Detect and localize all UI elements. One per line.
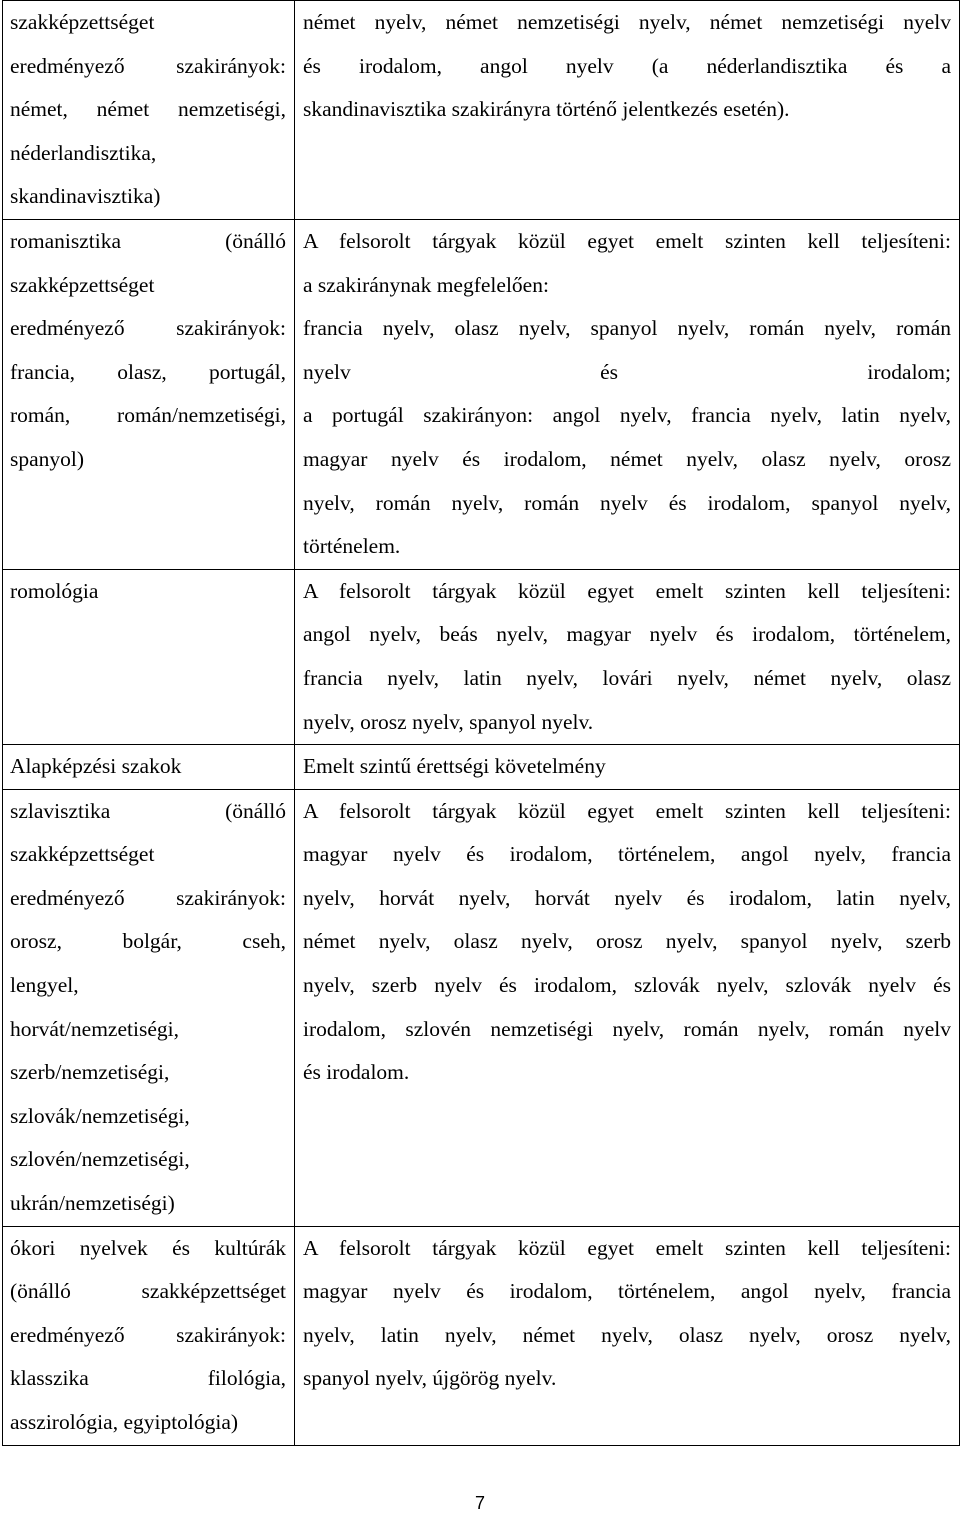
text-line: történelem. bbox=[303, 534, 401, 559]
text-line: klasszika filológia, bbox=[10, 1366, 286, 1391]
text-line: nyelv, latin nyelv, német nyelv, olasz nyelv, orosz nyelv, bbox=[303, 1322, 951, 1347]
text-line: szakképzettséget bbox=[10, 272, 155, 297]
text-line: és irodalom, angol nyelv (a néderlandisztika és a bbox=[303, 53, 951, 78]
program-name-cell bbox=[3, 569, 295, 744]
text-line: (önálló szakképzettséget bbox=[10, 1279, 286, 1304]
text-line: nyelv, szerb nyelv és irodalom, szlovák nyelv, szlovák nyelv és bbox=[303, 973, 951, 998]
table-body bbox=[3, 1, 960, 1446]
text-line: néderlandisztika, bbox=[10, 140, 157, 165]
text-line: szakképzettséget bbox=[10, 10, 155, 34]
table-row bbox=[3, 745, 960, 790]
table-row bbox=[3, 1226, 960, 1445]
text-line: nyelv, horvát nyelv, horvát nyelv és irodalom, latin nyelv, bbox=[303, 885, 951, 910]
text-line: nyelv, orosz nyelv, spanyol nyelv. bbox=[303, 709, 594, 734]
requirement-cell bbox=[295, 1226, 960, 1445]
text-line: Alapképzési szakok bbox=[10, 754, 182, 779]
table-row bbox=[3, 569, 960, 744]
text-line: francia, olasz, portugál, bbox=[10, 359, 286, 384]
text-line: német, német nemzetiségi, bbox=[10, 97, 286, 122]
text-line: a szakiránynak megfelelően: bbox=[303, 272, 549, 297]
requirement-cell bbox=[295, 1, 960, 220]
text-line: magyar nyelv és irodalom, történelem, angol nyelv, francia bbox=[303, 1279, 951, 1304]
text-line: horvát/nemzetiségi, bbox=[10, 1016, 179, 1041]
text-line: német nyelv, német nemzetiségi nyelv, német nemzetiségi nyelv bbox=[303, 10, 951, 34]
text-line: szlavisztika (önálló bbox=[10, 798, 286, 823]
text-line: angol nyelv, beás nyelv, magyar nyelv és irodalom, történelem, bbox=[303, 622, 951, 647]
text-line: francia nyelv, olasz nyelv, spanyol nyelv, román nyelv, román bbox=[303, 316, 951, 341]
text-line: szakképzettséget bbox=[10, 842, 155, 867]
program-name-cell bbox=[3, 789, 295, 1226]
text-line: nyelv, román nyelv, román nyelv és irodalom, spanyol nyelv, bbox=[303, 490, 951, 515]
text-line: A felsorolt tárgyak közül egyet emelt szinten kell teljesíteni: bbox=[303, 228, 951, 253]
text-line: irodalom, szlovén nemzetiségi nyelv, román nyelv, román nyelv bbox=[303, 1016, 951, 1041]
text-line: szlovák/nemzetiségi, bbox=[10, 1103, 190, 1128]
text-line: spanyol nyelv, újgörög nyelv. bbox=[303, 1366, 557, 1391]
text-line: A felsorolt tárgyak közül egyet emelt szinten kell teljesíteni: bbox=[303, 578, 951, 603]
program-name-cell bbox=[3, 745, 295, 790]
text-line: magyar nyelv és irodalom, történelem, angol nyelv, francia bbox=[303, 842, 951, 867]
text-line: skandinavisztika) bbox=[10, 184, 161, 209]
text-line: német nyelv, olasz nyelv, orosz nyelv, spanyol nyelv, szerb bbox=[303, 929, 951, 954]
text-line: eredményező szakirányok: bbox=[10, 885, 286, 910]
text-line: romanisztika (önálló bbox=[10, 228, 286, 253]
text-line: skandinavisztika szakirányra történő jelentkezés esetén). bbox=[303, 97, 790, 122]
text-line: szlovén/nemzetiségi, bbox=[10, 1147, 190, 1172]
text-line: eredményező szakirányok: bbox=[10, 1322, 286, 1347]
text-line: lengyel, bbox=[10, 973, 79, 998]
text-line: romológia bbox=[10, 578, 99, 603]
page-number: 7 bbox=[474, 1493, 485, 1513]
text-line: szerb/nemzetiségi, bbox=[10, 1060, 170, 1085]
requirement-cell bbox=[295, 789, 960, 1226]
text-line: eredményező szakirányok: bbox=[10, 316, 286, 341]
program-name-cell bbox=[3, 1226, 295, 1445]
text-line: román, román/nemzetiségi, bbox=[10, 403, 286, 428]
text-line: A felsorolt tárgyak közül egyet emelt szinten kell teljesíteni: bbox=[303, 1235, 951, 1260]
requirement-cell bbox=[295, 219, 960, 569]
text-line: nyelv és irodalom; bbox=[303, 359, 951, 384]
text-line: és irodalom. bbox=[303, 1060, 410, 1085]
table-row bbox=[3, 1, 960, 220]
requirement-cell bbox=[295, 745, 960, 790]
table-row bbox=[3, 789, 960, 1226]
text-line: a portugál szakirányon: angol nyelv, francia nyelv, latin nyelv, bbox=[303, 403, 951, 428]
text-line: A felsorolt tárgyak közül egyet emelt szinten kell teljesíteni: bbox=[303, 798, 951, 823]
text-line: orosz, bolgár, cseh, bbox=[10, 929, 286, 954]
text-line: Emelt szintű érettségi követelmény bbox=[303, 754, 606, 779]
text-line: ókori nyelvek és kultúrák bbox=[10, 1235, 286, 1260]
text-line: magyar nyelv és irodalom, német nyelv, olasz nyelv, orosz bbox=[303, 446, 951, 471]
text-line: spanyol) bbox=[10, 446, 85, 471]
text-line: asszirológia, egyiptológia) bbox=[10, 1410, 239, 1434]
program-name-cell bbox=[3, 1, 295, 220]
program-name-cell bbox=[3, 219, 295, 569]
requirements-table bbox=[2, 0, 960, 1446]
requirement-cell bbox=[295, 569, 960, 744]
text-line: francia nyelv, latin nyelv, lovári nyelv, német nyelv, olasz bbox=[303, 665, 951, 690]
table-row bbox=[3, 219, 960, 569]
text-line: ukrán/nemzetiségi) bbox=[10, 1191, 175, 1216]
text-line: eredményező szakirányok: bbox=[10, 53, 286, 78]
